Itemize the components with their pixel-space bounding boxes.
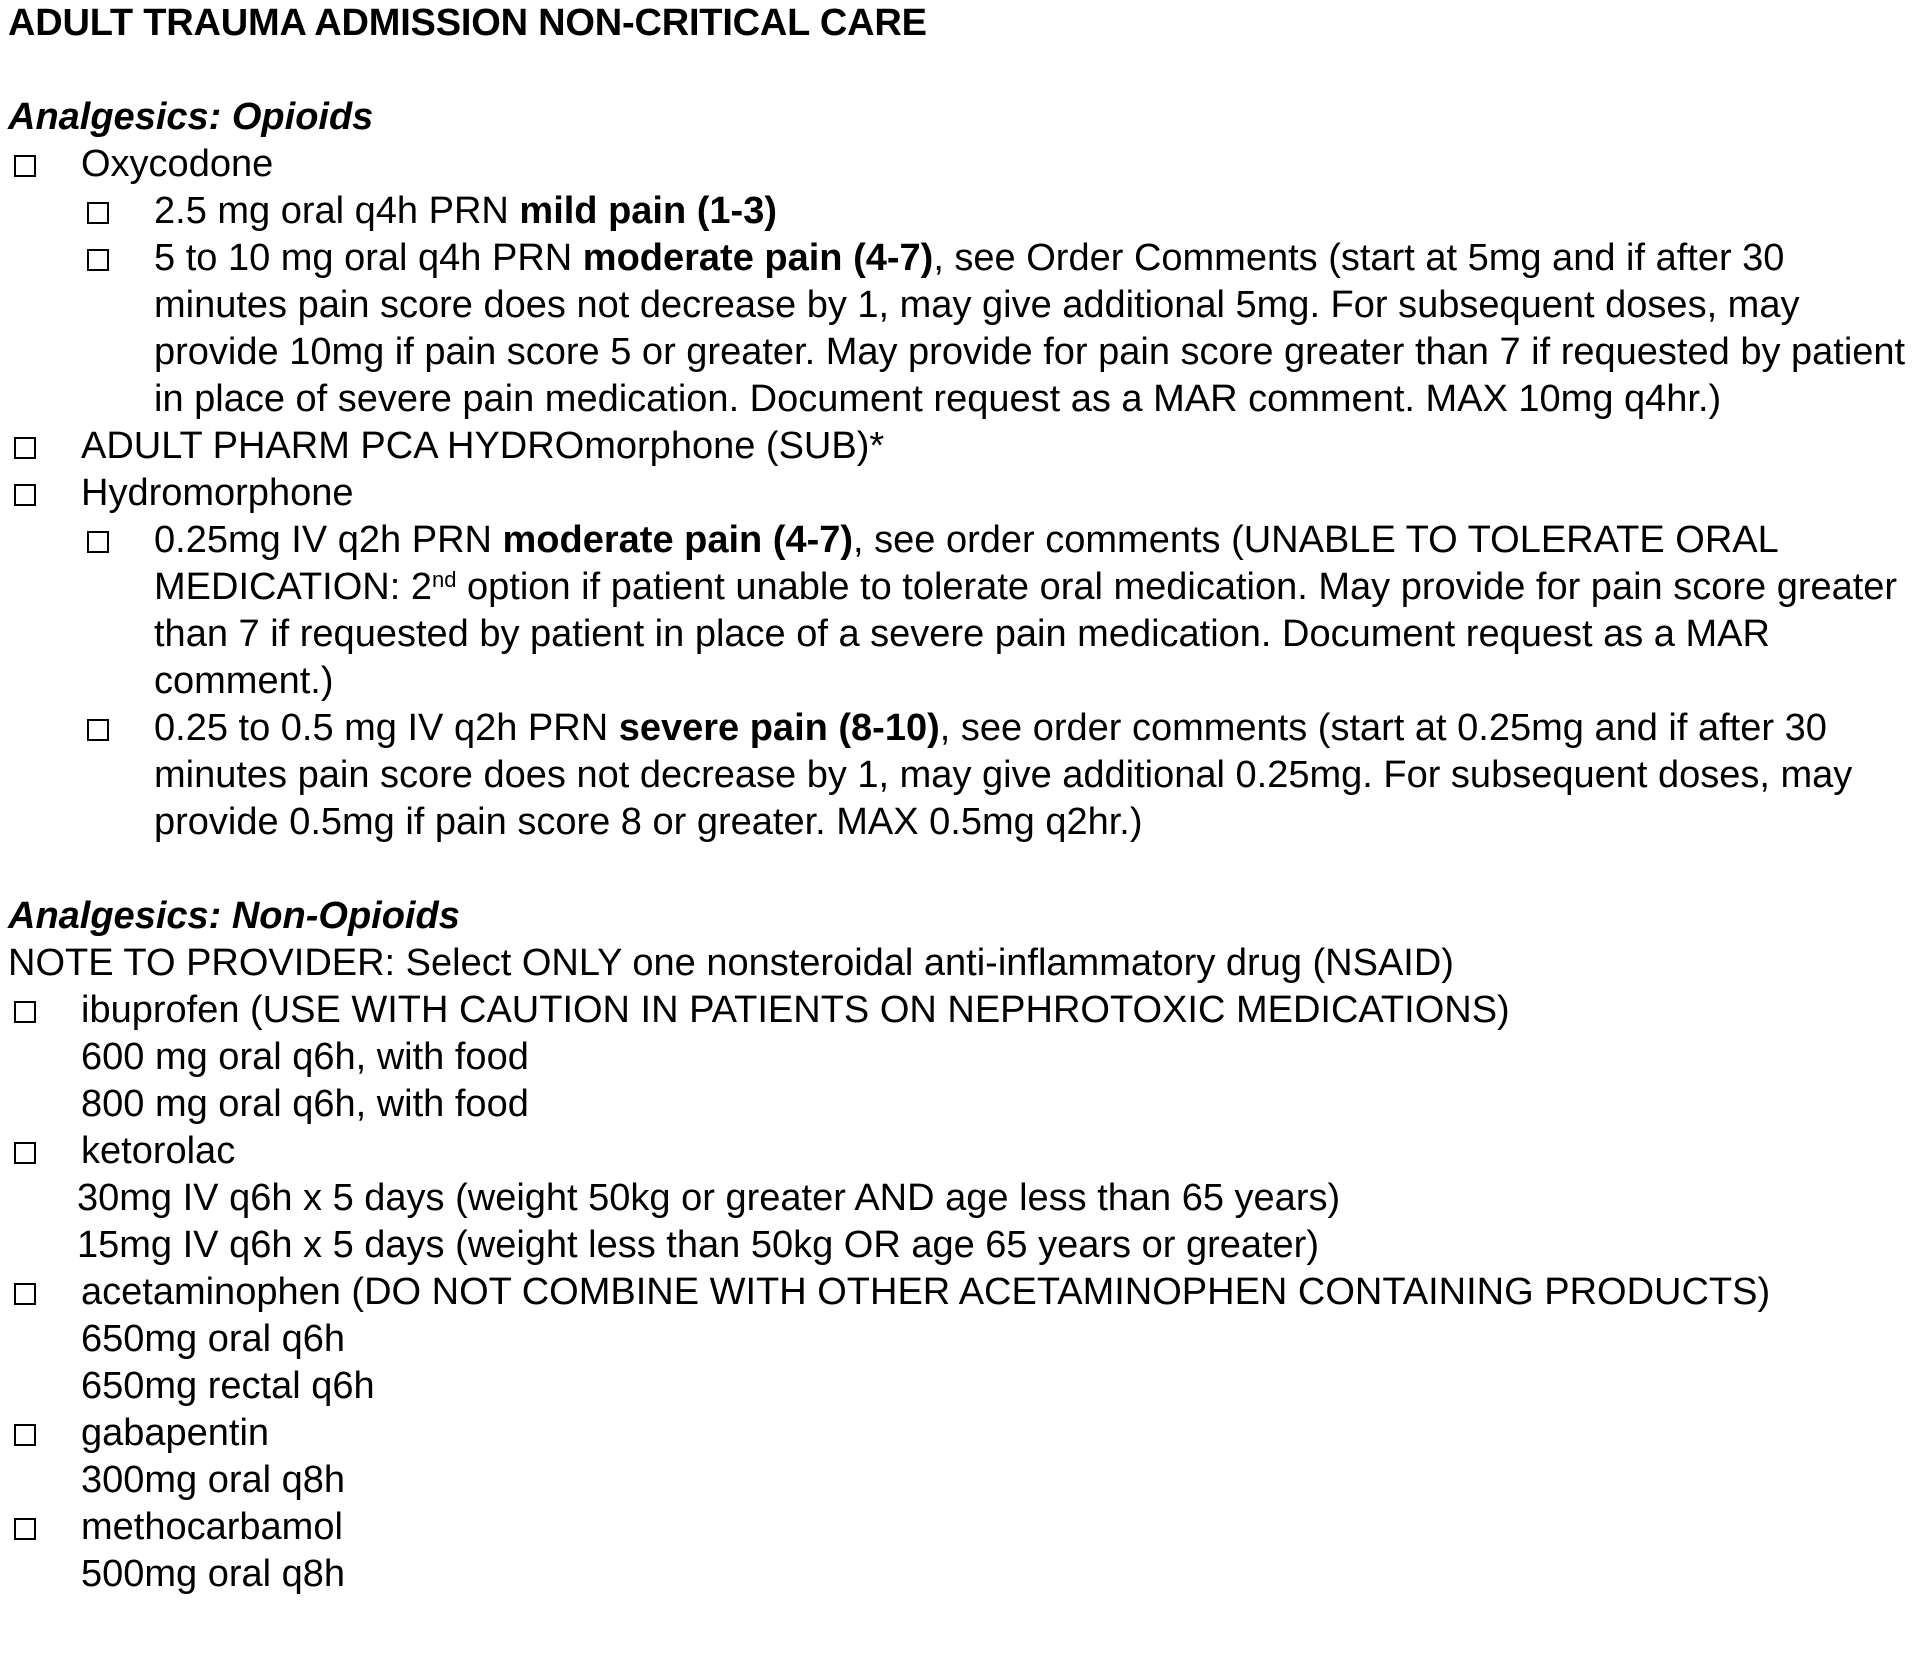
checkbox-pca-hydromorphone[interactable] [14, 437, 36, 459]
order-label: acetaminophen (DO NOT COMBINE WITH OTHER ACETAMINOPHEN CONTAINING PRODUCTS) [81, 1271, 1771, 1313]
pain-level: severe pain (8-10) [618, 707, 940, 749]
order-label: gabapentin [81, 1412, 270, 1454]
order-oxycodone [8, 141, 1914, 188]
superscript: nd [432, 567, 457, 592]
order-methocarbamol [8, 1504, 1914, 1551]
order-acetaminophen [8, 1269, 1914, 1316]
checkbox-methocarbamol[interactable] [14, 1518, 36, 1540]
order-hydromorphone-severe [8, 705, 1914, 846]
order-text: 5 to 10 mg oral q4h PRN [154, 237, 583, 279]
pain-level: moderate pain (4-7) [582, 237, 934, 279]
order-ibuprofen [8, 987, 1914, 1034]
spacer [8, 846, 1914, 893]
order-label: Hydromorphone [81, 472, 354, 514]
dose-line: 800 mg oral q6h, with food [81, 1083, 529, 1125]
order-text: 0.25 to 0.5 mg IV q2h PRN [154, 707, 619, 749]
order-oxycodone-mild [8, 188, 1914, 235]
order-comments: , see order comments (UNABLE TO TOLERATE ORAL MEDICATION: 2 [154, 519, 1778, 608]
order-label: Oxycodone [81, 143, 274, 185]
pain-level: moderate pain (4-7) [502, 519, 854, 561]
checkbox-acetaminophen[interactable] [14, 1283, 36, 1305]
checkbox-gabapentin[interactable] [14, 1424, 36, 1446]
order-text: 2.5 mg oral q4h PRN [154, 190, 520, 232]
checkbox-hydromorphone-moderate[interactable] [87, 531, 109, 553]
checkbox-ketorolac[interactable] [14, 1142, 36, 1164]
dose-line: 650mg rectal q6h [81, 1365, 375, 1407]
order-ketorolac [8, 1128, 1914, 1175]
order-set-page [8, 0, 1914, 1598]
checkbox-oxycodone-moderate[interactable] [87, 249, 109, 271]
section-heading-non-opioids: Analgesics: Non-Opioids [8, 895, 460, 937]
page-title: ADULT TRAUMA ADMISSION NON-CRITICAL CARE [8, 2, 927, 44]
order-pca-hydromorphone [8, 423, 1914, 470]
section-heading-opioids: Analgesics: Opioids [8, 96, 374, 138]
order-gabapentin [8, 1410, 1914, 1457]
dose-line: 30mg IV q6h x 5 days (weight 50kg or greater AND age less than 65 years) [77, 1177, 1341, 1219]
dose-line: 500mg oral q8h [81, 1553, 346, 1595]
pain-level: mild pain (1-3) [519, 190, 777, 232]
dose-line: 15mg IV q6h x 5 days (weight less than 50kg OR age 65 years or greater) [77, 1224, 1319, 1266]
order-label: ketorolac [81, 1130, 236, 1172]
order-label: ADULT PHARM PCA HYDROmorphone (SUB)* [81, 425, 885, 467]
checkbox-hydromorphone-severe[interactable] [87, 719, 109, 741]
checkbox-oxycodone-mild[interactable] [87, 202, 109, 224]
checkbox-hydromorphone[interactable] [14, 484, 36, 506]
checkbox-oxycodone[interactable] [14, 155, 36, 177]
order-label: ibuprofen (USE WITH CAUTION IN PATIENTS ON NEPHROTOXIC MEDICATIONS) [81, 989, 1510, 1031]
order-comments: option if patient unable to tolerate oral medication. May provide for pain score greater than 7 if requested by patient in place of a severe pain medication. Document request as a MAR comment.) [154, 566, 1898, 702]
dose-line: 650mg oral q6h [81, 1318, 346, 1360]
order-oxycodone-moderate [8, 235, 1914, 423]
dose-line: 300mg oral q8h [81, 1459, 346, 1501]
dose-line: 600 mg oral q6h, with food [81, 1036, 529, 1078]
checkbox-ibuprofen[interactable] [14, 1001, 36, 1023]
order-comments: , see Order Comments (start at 5mg and if after 30 minutes pain score does not decrease by 1, may give additional 5mg. For subsequent doses, may provide 10mg if pain score 5 or greater. May provide for pain score greater than 7 if requested by patient in place of severe pain medication. Document request as a MAR comment. MAX 10mg q4hr.) [154, 237, 1906, 420]
order-hydromorphone [8, 470, 1914, 517]
order-comments: , see order comments (start at 0.25mg and if after 30 minutes pain score does not decrease by 1, may give additional 0.25mg. For subsequent doses, may provide 0.5mg if pain score 8 or greater. MAX 0.5mg q2hr.) [154, 707, 1853, 843]
spacer [8, 47, 1914, 94]
provider-note: NOTE TO PROVIDER: Select ONLY one nonsteroidal anti-inflammatory drug (NSAID) [8, 942, 1454, 984]
order-label: methocarbamol [81, 1506, 343, 1548]
order-hydromorphone-moderate [8, 517, 1914, 705]
order-text: 0.25mg IV q2h PRN [154, 519, 503, 561]
